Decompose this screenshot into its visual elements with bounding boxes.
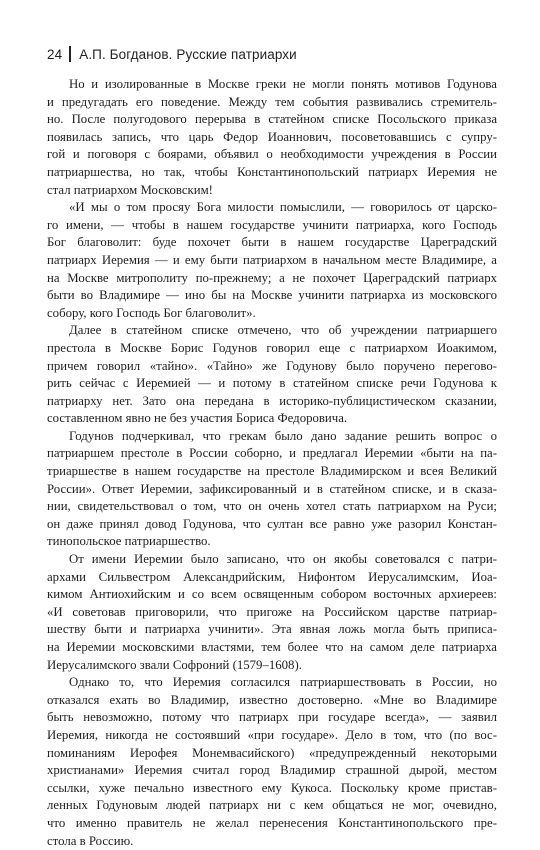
text-line: появилась запись, что царь Федор Иоаннович, посоветовавшись с супру- [47, 129, 497, 144]
text-line: Иерусалимского звали Софроний (1579–1608). [47, 657, 302, 672]
text-line: «И мы о том просяу Бога милости помыслили, — говорилось от царско- [69, 200, 497, 215]
text-line: Далее в статейном списке отмечено, что об учреждении патриаршего [69, 323, 497, 338]
text-line: Иеремия, никогда не состоявший «при государе». Дело в том, что (по вос- [47, 727, 497, 742]
text-line: составленном явно не без участия Бориса Федоровича. [47, 411, 348, 426]
paragraph [47, 322, 497, 428]
running-title: А.П. Богданов. Русские патриархи [79, 46, 297, 62]
text-line: стола в Россию. [47, 833, 134, 848]
text-line: России». Ответ Иеремии, зафиксированный и в статейном списке, и в сказа- [47, 481, 497, 496]
text-line: триаршестве в нашем государстве на престоле Владимирском и всея Великий [47, 464, 497, 479]
text-line: патриаршем престоле в России соборно, и предлагал Иеремии «быти на па- [47, 446, 497, 461]
text-line: причем говорил «тайно». «Тайно» же Годунову было поручено перегово- [47, 358, 497, 373]
text-line: го имени, — чтобы в нашем государстве учинити патриарха, кого Господь [47, 217, 497, 232]
text-line: престола в Москве Борис Годунов говорил еще с патриархом Иоакимом, [47, 340, 497, 355]
text-line: патриаршества, но так, чтобы Константинопольский патриарх Иеремия не [47, 164, 497, 179]
text-line: Однако то, что Иеремия согласился патриаршествовать в России, но [69, 675, 497, 690]
text-line: он даже принял довод Годунова, что султан все равно уже разорил Констан- [47, 516, 497, 531]
text-line: отказался ехать во Владимир, известно достоверно. «Мне во Владимире [47, 692, 497, 707]
text-line: архами Сильвестром Александрийским, Нифонтом Иерусалимским, Иоа- [47, 569, 497, 584]
text-line: быть невозможно, потому что патриарх при государе всегда», — заявил [47, 710, 497, 725]
text-line: на Иеремии московскими властями, тем более что на самом деле патриарха [47, 640, 497, 654]
text-line: на Москве митрополиту по-прежнему; а не похочет Цареградский патриарх [47, 270, 497, 285]
text-line: патриарх Иеремия — и ему быти патриархом в начальном месте Владимире, а [47, 252, 497, 267]
text-line: и предугадать его поведение. Между тем события развивались стремитель- [47, 94, 497, 109]
text-line: шеству быти и патриарха учинити». Эта явная ложь могла быть приписа- [47, 622, 497, 637]
text-line: Но и изолированные в Москве греки не могли понять мотивов Годунова [69, 77, 497, 91]
running-head [47, 44, 297, 64]
text-line: рить сейчас с Иеремией — и потому в статейном списке речи Годунова к [47, 376, 497, 391]
page-number: 24 [47, 46, 63, 62]
text-line: кимом Антиохийским и со всем освященным собором восточных архиереев: [47, 587, 497, 602]
paragraph [47, 674, 497, 850]
paragraph [47, 199, 497, 322]
paragraph [47, 76, 497, 199]
text-line: собору, кого Господь Бог благоволит». [47, 305, 256, 320]
text-line: нии, свидетельствовал о том, что он очень хотел стать патриархом на Руси; [47, 499, 497, 514]
text-line: что именно правитель не желал перенесения Константинопольского пре- [47, 815, 497, 830]
text-line: стал патриархом Московским! [47, 182, 213, 197]
text-line: Годунов подчеркивал, что грекам было дано задание решить вопрос о [69, 428, 497, 443]
text-line: тинопольское патриаршество. [47, 534, 211, 549]
paragraph [47, 551, 497, 674]
text-line: но. После полугодового перерыва в статейном списке Посольского приказа [47, 112, 497, 127]
text-line: поминаниям Иерофея Монемвасийского) «предупрежденный некоторыми [47, 745, 497, 760]
text-line: От имени Иеремии было записано, что он якобы советовался с патри- [69, 552, 497, 567]
text-line: ссылки, хуже печально известного ему Кукоса. Поскольку кроме пристав- [47, 780, 497, 795]
text-line: ленных Годуновым людей патриарх ни с кем общаться не мог, очевидно, [47, 798, 497, 813]
text-line: гой и поговоря с боярами, объявил о необходимости учреждения в России [47, 147, 497, 162]
text-line: «И советовав приговорили, что пригоже на Российском царстве патриар- [47, 604, 497, 619]
body-text [47, 76, 497, 850]
text-line: быти во Владимире — ино бы на Москве учинити патриарха из московского [47, 288, 497, 303]
text-line: патриарху нет. Зато она передана в историко-публицистическом сказании, [47, 393, 497, 408]
paragraph [47, 428, 497, 551]
text-line: Бог благоволит: буде похочет быти в нашем государстве Цареградский [47, 235, 497, 250]
header-divider [69, 46, 71, 62]
text-line: христианами» Иеремия считал город Владимир страшной дырой, местом [47, 763, 497, 778]
